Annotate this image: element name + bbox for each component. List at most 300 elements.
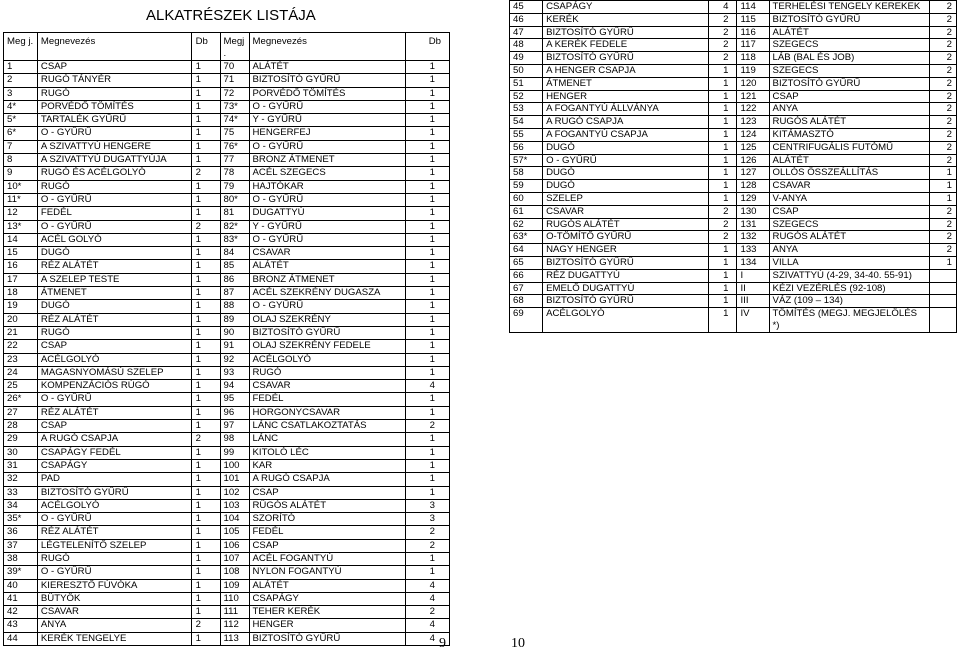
- part-count: [929, 269, 956, 282]
- part-number: 1: [4, 61, 38, 74]
- part-count: 2: [709, 52, 737, 65]
- part-number: II: [737, 282, 769, 295]
- part-name: VÁZ (109 – 134): [769, 295, 929, 308]
- part-number: 95: [220, 393, 249, 406]
- part-name: CSAP: [769, 90, 929, 103]
- part-number: 97: [220, 420, 249, 433]
- part-number: 90: [220, 326, 249, 339]
- part-name: RÉZ DUGATTYÚ: [543, 269, 709, 282]
- part-count: 1: [709, 154, 737, 167]
- part-name: RUGÓS ALÁTÉT: [543, 218, 709, 231]
- part-count: 1: [191, 473, 220, 486]
- part-number: 62: [510, 218, 543, 231]
- part-number: 7: [4, 140, 38, 153]
- part-number: 38: [4, 552, 38, 565]
- part-number: 111: [220, 606, 249, 619]
- part-name: LÁNC CSATLAKOZTATÁS: [249, 420, 406, 433]
- header-cell: Megnevezés: [249, 33, 406, 61]
- table-row: [4, 366, 450, 379]
- parts-table-right: [509, 0, 957, 333]
- part-name: ALÁTÉT: [249, 579, 406, 592]
- part-number: 81: [220, 207, 249, 220]
- table-row: [4, 114, 450, 127]
- table-row: [510, 218, 957, 231]
- table-row: [510, 295, 957, 308]
- table-row: [510, 39, 957, 52]
- part-count: 1: [406, 326, 450, 339]
- table-row: [4, 233, 450, 246]
- part-number: 80*: [220, 193, 249, 206]
- part-number: 31: [4, 459, 38, 472]
- part-name: ACÉLGOLYÓ: [249, 353, 406, 366]
- part-name: A SZIVATTYÚ HENGERE: [37, 140, 191, 153]
- part-count: 1: [191, 406, 220, 419]
- part-name: RUGÓ ÉS ACÉLGOLYÓ: [37, 167, 191, 180]
- part-number: 24: [4, 366, 38, 379]
- part-count: 1: [191, 127, 220, 140]
- part-count: 1: [191, 273, 220, 286]
- table-row: [4, 193, 450, 206]
- table-row: [4, 127, 450, 140]
- part-count: 1: [191, 260, 220, 273]
- part-count: 1: [709, 141, 737, 154]
- part-name: A RUGÓ CSAPJA: [249, 473, 406, 486]
- table-row: [510, 1, 957, 14]
- part-count: 1: [406, 127, 450, 140]
- part-number: 67: [510, 282, 543, 295]
- table-row: [510, 180, 957, 193]
- part-count: 1: [191, 486, 220, 499]
- part-name: RUGÓ: [37, 326, 191, 339]
- part-count: 1: [191, 459, 220, 472]
- part-count: 1: [406, 180, 450, 193]
- part-count: 1: [709, 180, 737, 193]
- table-row: [510, 231, 957, 244]
- header-cell: Db: [406, 33, 450, 61]
- part-count: 1: [406, 87, 450, 100]
- part-number: 13*: [4, 220, 38, 233]
- part-name: ALÁTÉT: [249, 260, 406, 273]
- part-number: 40: [4, 579, 38, 592]
- part-number: 116: [737, 26, 769, 39]
- part-number: 106: [220, 539, 249, 552]
- part-number: 121: [737, 90, 769, 103]
- part-name: OLLÓS ÖSSZEÁLLÍTÁS: [769, 167, 929, 180]
- table-row: [4, 140, 450, 153]
- part-count: 1: [406, 366, 450, 379]
- part-count: 2: [929, 128, 956, 141]
- part-count: 2: [191, 433, 220, 446]
- part-name: O - GYŰRŰ: [249, 193, 406, 206]
- table-row: [510, 64, 957, 77]
- table-row: [4, 380, 450, 393]
- page-number-right: 10: [511, 636, 525, 651]
- part-number: 122: [737, 103, 769, 116]
- part-name: CSAP: [249, 486, 406, 499]
- part-name: O - GYŰRŰ: [249, 100, 406, 113]
- page-number-left: 9: [439, 636, 446, 651]
- part-count: 1: [191, 300, 220, 313]
- part-number: 30: [4, 446, 38, 459]
- part-name: CSAVAR: [543, 205, 709, 218]
- part-count: 1: [191, 100, 220, 113]
- part-number: 2: [4, 74, 38, 87]
- table-row: [510, 90, 957, 103]
- part-number: 102: [220, 486, 249, 499]
- part-name: BRONZ ÁTMENET: [249, 273, 406, 286]
- part-name: FEDÉL: [37, 207, 191, 220]
- part-count: 4: [709, 1, 737, 14]
- part-count: 1: [191, 87, 220, 100]
- table-row: [4, 473, 450, 486]
- part-count: 2: [709, 13, 737, 26]
- part-count: 1: [191, 446, 220, 459]
- table-row: [4, 273, 450, 286]
- part-name: TERHELÉSI TENGELY KEREKEK: [769, 1, 929, 14]
- part-count: 1: [406, 313, 450, 326]
- part-name: BIZTOSÍTÓ GYŰRŰ: [543, 52, 709, 65]
- part-count: 4: [406, 592, 450, 605]
- part-number: 93: [220, 366, 249, 379]
- part-number: 16: [4, 260, 38, 273]
- part-name: O - GYŰRŰ: [37, 220, 191, 233]
- table-row: [4, 340, 450, 353]
- part-name: CSAPÁGY: [543, 1, 709, 14]
- part-name: BRONZ ÁTMENET: [249, 154, 406, 167]
- part-number: IV: [737, 308, 769, 333]
- part-name: ANYA: [769, 103, 929, 116]
- part-number: 107: [220, 552, 249, 565]
- part-count: [929, 282, 956, 295]
- part-count: 2: [929, 103, 956, 116]
- part-number: 34: [4, 499, 38, 512]
- part-count: 1: [191, 114, 220, 127]
- table-row: [4, 513, 450, 526]
- part-number: 112: [220, 619, 249, 632]
- part-number: 78: [220, 167, 249, 180]
- part-count: 1: [709, 308, 737, 333]
- part-number: 77: [220, 154, 249, 167]
- part-number: 21: [4, 326, 38, 339]
- part-name: DUGATTYÚ: [249, 207, 406, 220]
- part-count: 3: [406, 499, 450, 512]
- part-count: 1: [929, 256, 956, 269]
- part-name: KITÁMASZTÓ: [769, 128, 929, 141]
- part-name: V-ANYA: [769, 192, 929, 205]
- part-count: 1: [709, 167, 737, 180]
- part-name: TEHER KERÉK: [249, 606, 406, 619]
- part-number: 120: [737, 77, 769, 90]
- part-name: LÁB (BAL ÉS JOB): [769, 52, 929, 65]
- part-count: 1: [406, 260, 450, 273]
- part-number: 22: [4, 340, 38, 353]
- part-number: 91: [220, 340, 249, 353]
- table-row: [4, 260, 450, 273]
- table-row: [4, 632, 450, 645]
- part-count: 1: [406, 287, 450, 300]
- part-count: 2: [929, 13, 956, 26]
- part-name: RUGÓS ALÁTÉT: [769, 116, 929, 129]
- table-row: [4, 313, 450, 326]
- part-number: 73*: [220, 100, 249, 113]
- part-number: 88: [220, 300, 249, 313]
- part-name: DUGÓ: [543, 180, 709, 193]
- part-count: 1: [191, 180, 220, 193]
- part-number: 126: [737, 154, 769, 167]
- part-name: NYLON FOGANTYÚ: [249, 566, 406, 579]
- table-row: [4, 61, 450, 74]
- part-number: 92: [220, 353, 249, 366]
- part-name: ANYA: [769, 244, 929, 257]
- part-count: 2: [929, 52, 956, 65]
- table-row: [510, 141, 957, 154]
- part-name: RUGÓS ALÁTÉT: [769, 231, 929, 244]
- part-count: 1: [191, 353, 220, 366]
- part-name: BIZTOSÍTÓ GYŰRŰ: [769, 77, 929, 90]
- table-row: [510, 308, 957, 333]
- table-row: [510, 26, 957, 39]
- part-number: 4*: [4, 100, 38, 113]
- part-number: 53: [510, 103, 543, 116]
- part-name: RÉZ ALÁTÉT: [37, 260, 191, 273]
- table-row: [510, 154, 957, 167]
- part-name: ALÁTÉT: [769, 154, 929, 167]
- part-name: SZEGECS: [769, 39, 929, 52]
- table-row: [510, 269, 957, 282]
- part-count: 1: [191, 247, 220, 260]
- part-number: 114: [737, 1, 769, 14]
- part-number: 44: [4, 632, 38, 645]
- part-number: 134: [737, 256, 769, 269]
- part-count: 4: [406, 380, 450, 393]
- part-count: 2: [191, 220, 220, 233]
- part-number: 85: [220, 260, 249, 273]
- part-count: 1: [406, 220, 450, 233]
- part-name: KÉZI VEZÉRLÉS (92-108): [769, 282, 929, 295]
- part-name: Y - GYŰRŰ: [249, 220, 406, 233]
- part-name: A RUGÓ CSAPJA: [37, 433, 191, 446]
- part-count: 2: [929, 244, 956, 257]
- part-count: 1: [191, 526, 220, 539]
- table-row: [4, 220, 450, 233]
- part-count: 4: [406, 619, 450, 632]
- table-row: [4, 247, 450, 260]
- part-number: 48: [510, 39, 543, 52]
- part-name: BIZTOSÍTÓ GYŰRŰ: [769, 13, 929, 26]
- part-name: A HENGER CSAPJA: [543, 64, 709, 77]
- header-cell: Meg j.: [4, 33, 38, 61]
- part-number: 63*: [510, 231, 543, 244]
- part-count: 2: [929, 141, 956, 154]
- part-count: 1: [406, 459, 450, 472]
- part-name: CSAP: [37, 420, 191, 433]
- part-number: 57*: [510, 154, 543, 167]
- part-number: 65: [510, 256, 543, 269]
- title-bar: [3, 2, 450, 32]
- part-name: O - GYŰRŰ: [249, 140, 406, 153]
- table-row: [510, 128, 957, 141]
- part-number: 41: [4, 592, 38, 605]
- part-count: 1: [406, 247, 450, 260]
- part-count: 1: [191, 154, 220, 167]
- part-count: 2: [929, 116, 956, 129]
- table-row: [4, 526, 450, 539]
- part-name: ACÉL SZEKRÉNY DUGASZA: [249, 287, 406, 300]
- part-number: 60: [510, 192, 543, 205]
- part-name: A FOGANTYÚ ÁLLVÁNYA: [543, 103, 709, 116]
- part-number: 50: [510, 64, 543, 77]
- table-row: [510, 52, 957, 65]
- part-name: CSAVAR: [249, 380, 406, 393]
- part-number: 56: [510, 141, 543, 154]
- part-name: A SZIVATTYÚ DUGATTYÚJA: [37, 154, 191, 167]
- part-name: CSAP: [769, 205, 929, 218]
- part-name: RÉZ ALÁTÉT: [37, 406, 191, 419]
- part-name: CSAP: [249, 539, 406, 552]
- part-count: 1: [191, 233, 220, 246]
- part-number: 109: [220, 579, 249, 592]
- part-name: TARTALÉK GYŰRŰ: [37, 114, 191, 127]
- part-count: 1: [406, 353, 450, 366]
- part-name: PORVÉDŐ TÖMÍTÉS: [249, 87, 406, 100]
- part-number: 128: [737, 180, 769, 193]
- part-number: 113: [220, 632, 249, 645]
- part-count: 1: [406, 300, 450, 313]
- table-row: [4, 406, 450, 419]
- part-count: 2: [929, 77, 956, 90]
- part-number: 18: [4, 287, 38, 300]
- part-count: 1: [406, 340, 450, 353]
- part-number: 76*: [220, 140, 249, 153]
- part-number: 45: [510, 1, 543, 14]
- part-number: 26*: [4, 393, 38, 406]
- part-number: 36: [4, 526, 38, 539]
- part-name: SZEGECS: [769, 64, 929, 77]
- part-number: 129: [737, 192, 769, 205]
- part-number: 3: [4, 87, 38, 100]
- part-number: 64: [510, 244, 543, 257]
- part-number: 69: [510, 308, 543, 333]
- part-count: 1: [406, 140, 450, 153]
- table-row: [4, 207, 450, 220]
- table-row: [4, 552, 450, 565]
- part-name: RUGÓ: [37, 180, 191, 193]
- part-name: VILLA: [769, 256, 929, 269]
- table-row: [510, 167, 957, 180]
- part-number: 12: [4, 207, 38, 220]
- part-count: 2: [929, 205, 956, 218]
- part-name: O - GYŰRŰ: [37, 513, 191, 526]
- part-name: RUGÓ: [37, 552, 191, 565]
- part-number: 99: [220, 446, 249, 459]
- part-name: OLAJ SZEKRÉNY: [249, 313, 406, 326]
- part-name: CSAVAR: [37, 606, 191, 619]
- part-count: 1: [191, 420, 220, 433]
- parts-table-left: [3, 32, 450, 646]
- part-count: 2: [406, 539, 450, 552]
- part-number: 33: [4, 486, 38, 499]
- part-count: 1: [191, 499, 220, 512]
- part-number: 15: [4, 247, 38, 260]
- part-name: A SZELEP TESTE: [37, 273, 191, 286]
- part-count: 2: [929, 231, 956, 244]
- part-name: RUGÓ: [249, 366, 406, 379]
- header-cell: Db: [191, 33, 220, 61]
- part-name: CSAPÁGY FEDÉL: [37, 446, 191, 459]
- table-row: [4, 499, 450, 512]
- part-number: 37: [4, 539, 38, 552]
- table-row: [4, 579, 450, 592]
- part-number: 20: [4, 313, 38, 326]
- part-number: 46: [510, 13, 543, 26]
- header-cell: Megnevezés: [37, 33, 191, 61]
- part-number: 25: [4, 380, 38, 393]
- part-count: 2: [406, 526, 450, 539]
- part-name: CSAVAR: [249, 247, 406, 260]
- table-row: [4, 606, 450, 619]
- part-count: 1: [406, 193, 450, 206]
- part-name: ACÉL FOGANTYÚ: [249, 552, 406, 565]
- part-name: ÁTMENET: [37, 287, 191, 300]
- part-count: 1: [191, 287, 220, 300]
- part-name: A FOGANTYÚ CSAPJA: [543, 128, 709, 141]
- part-number: 125: [737, 141, 769, 154]
- part-count: 1: [191, 326, 220, 339]
- part-name: O - GYŰRŰ: [543, 154, 709, 167]
- page-title: ALKATRÉSZEK LISTÁJA: [146, 7, 316, 24]
- part-name: SZEGECS: [769, 218, 929, 231]
- part-count: 1: [406, 486, 450, 499]
- part-name: KAR: [249, 459, 406, 472]
- part-name: BIZTOSÍTÓ GYŰRŰ: [543, 256, 709, 269]
- part-number: 101: [220, 473, 249, 486]
- part-number: 124: [737, 128, 769, 141]
- part-number: 115: [737, 13, 769, 26]
- part-name: BIZTOSÍTÓ GYŰRŰ: [249, 326, 406, 339]
- part-count: 1: [191, 552, 220, 565]
- part-count: 1: [191, 513, 220, 526]
- part-count: 1: [929, 180, 956, 193]
- part-count: 1: [406, 207, 450, 220]
- part-name: CSAVAR: [769, 180, 929, 193]
- part-number: 54: [510, 116, 543, 129]
- table-row: [510, 192, 957, 205]
- part-number: 123: [737, 116, 769, 129]
- part-number: 96: [220, 406, 249, 419]
- part-count: 2: [709, 39, 737, 52]
- part-count: 1: [406, 433, 450, 446]
- part-name: ACÉLGOLYÓ: [543, 308, 709, 333]
- part-count: 1: [191, 393, 220, 406]
- part-name: HENGERFEJ: [249, 127, 406, 140]
- part-count: 2: [191, 619, 220, 632]
- part-number: 100: [220, 459, 249, 472]
- part-name: LÁNC: [249, 433, 406, 446]
- part-number: 39*: [4, 566, 38, 579]
- part-number: 51: [510, 77, 543, 90]
- table-row: [4, 167, 450, 180]
- part-count: 2: [709, 231, 737, 244]
- part-number: 59: [510, 180, 543, 193]
- part-count: 2: [709, 218, 737, 231]
- part-count: 1: [406, 566, 450, 579]
- part-number: 42: [4, 606, 38, 619]
- part-count: 1: [191, 313, 220, 326]
- part-count: 1: [191, 606, 220, 619]
- part-number: 132: [737, 231, 769, 244]
- part-number: 52: [510, 90, 543, 103]
- table-row: [4, 393, 450, 406]
